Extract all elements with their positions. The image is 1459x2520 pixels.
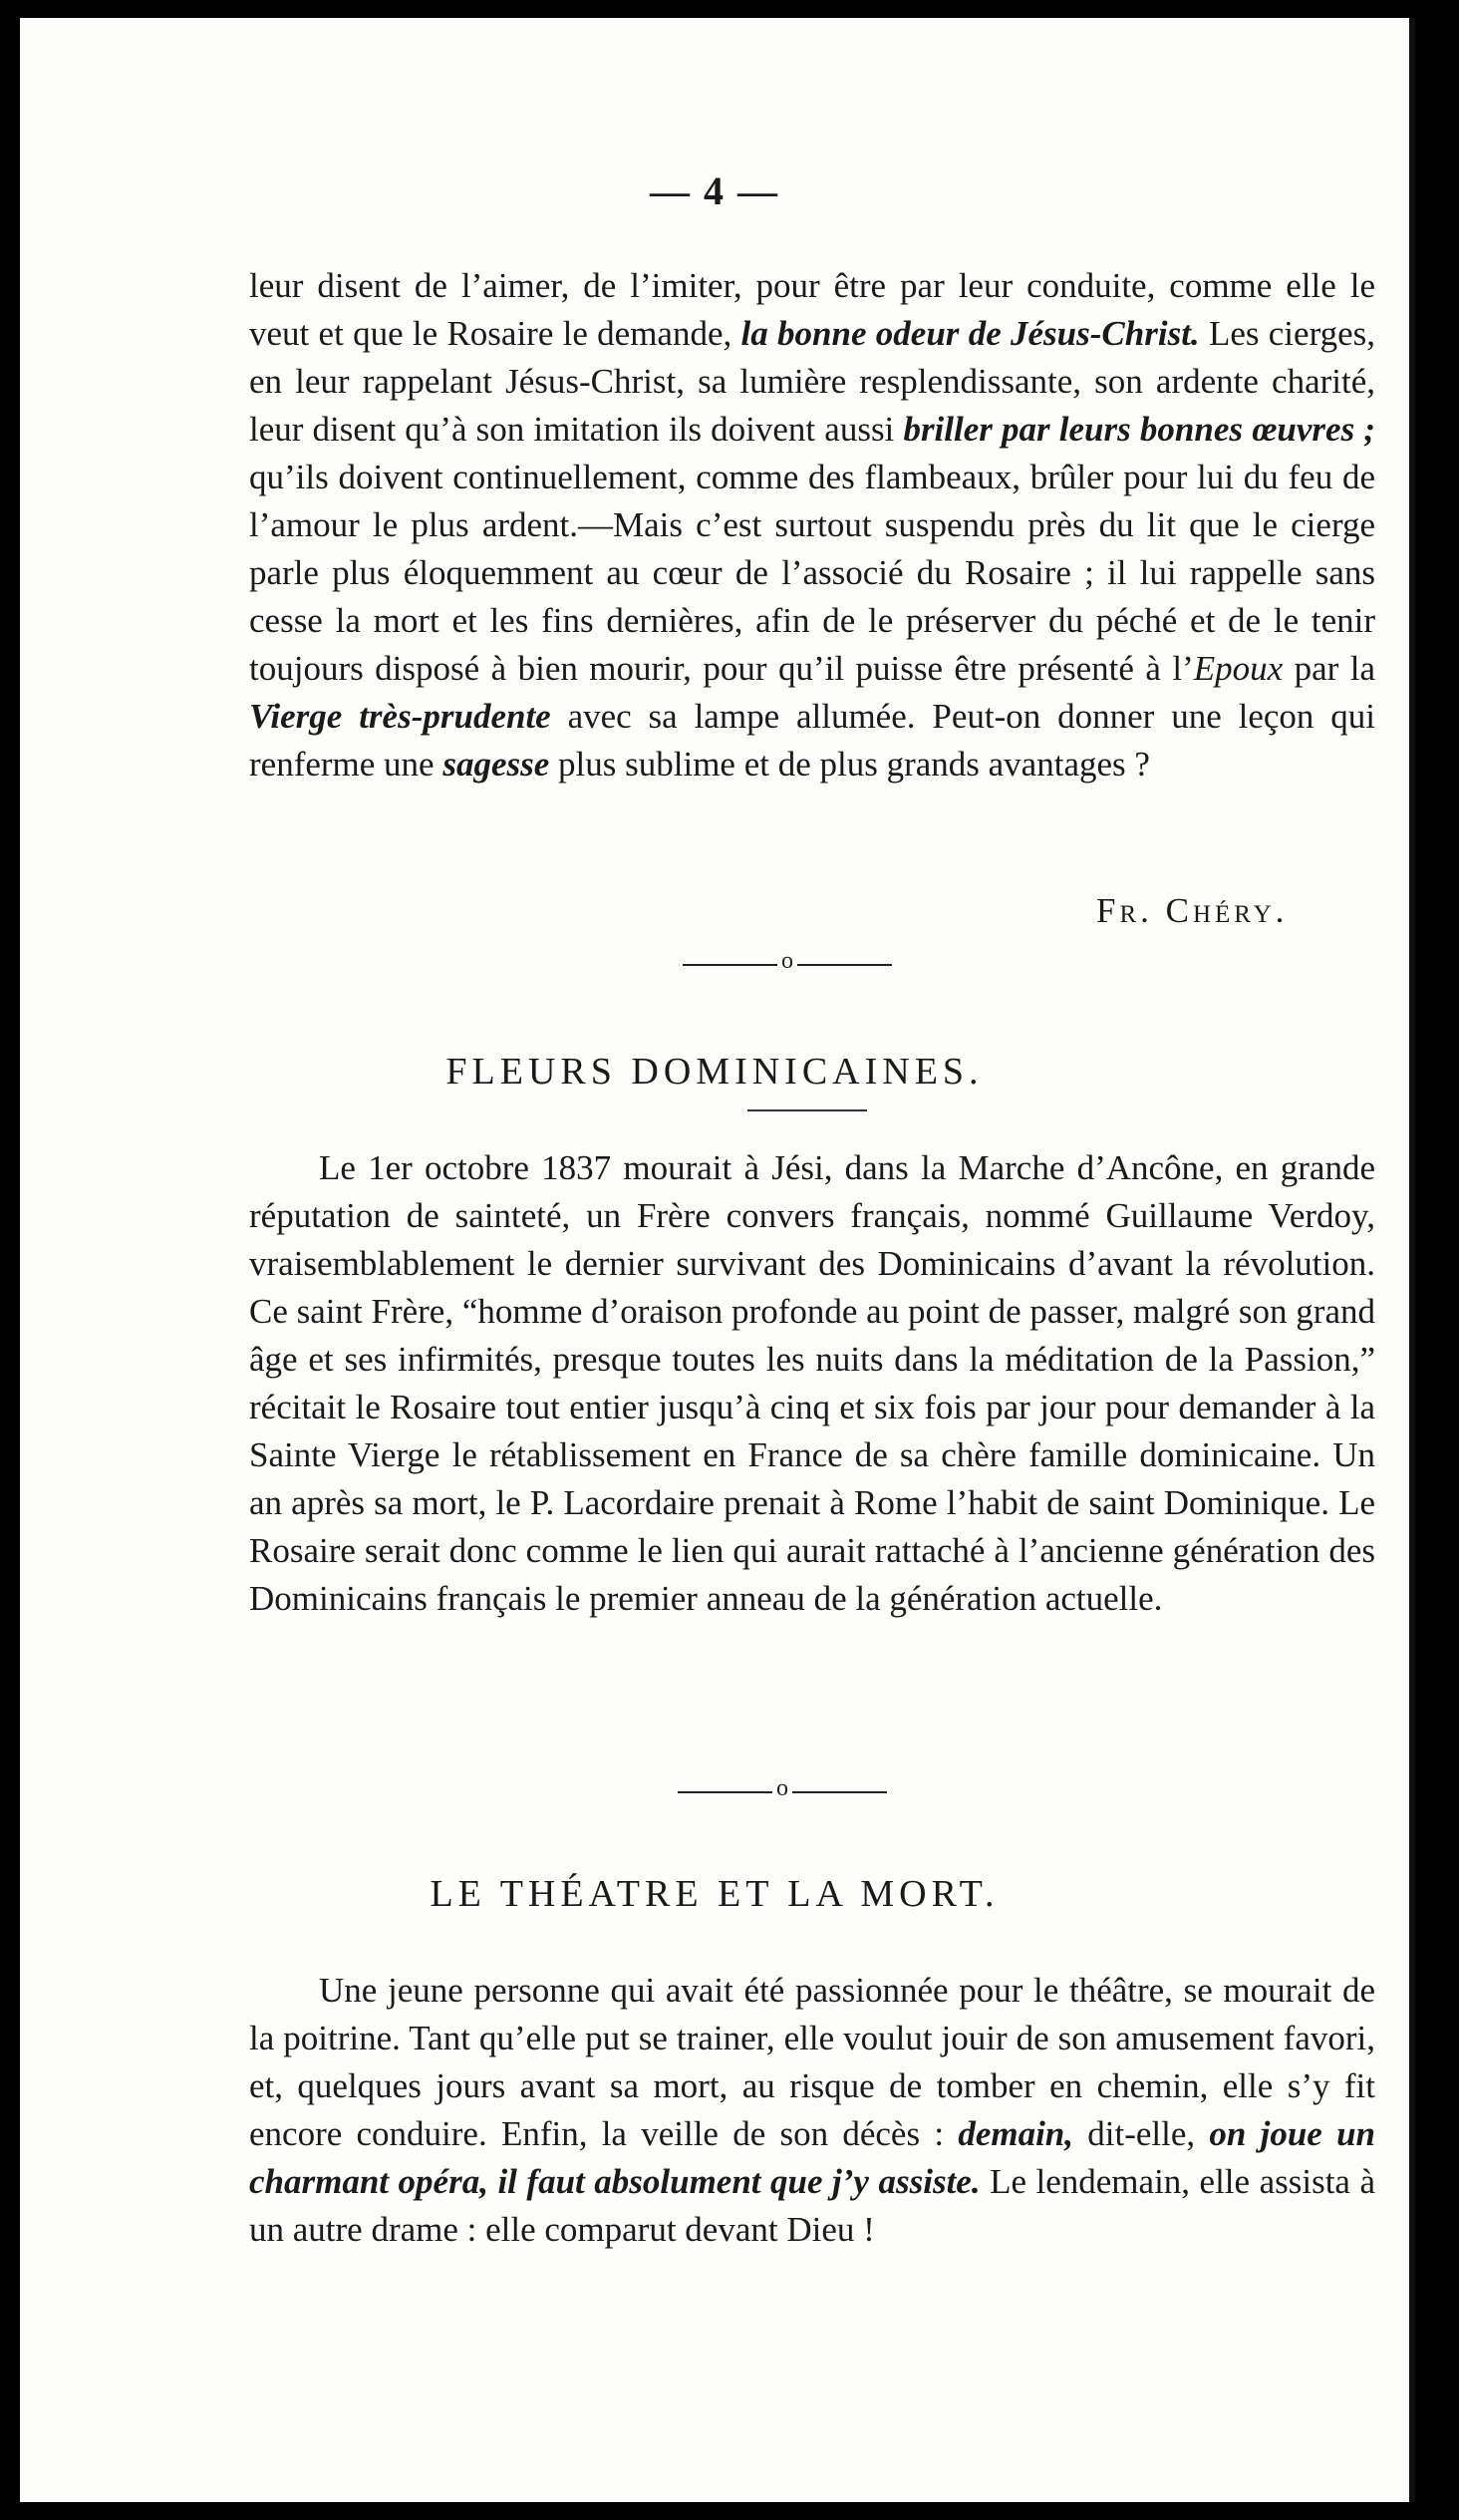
text-run: qu’ils doivent continuellement, comme des flambeaux, brûler pour lui du feu de l’amour le plus ardent.—Mais c’est surtout suspendu près du lit que le cierge parle plus éloquemment au cœur de l’associé du Rosaire ; il lui rappelle sans cesse la mort et les fins dernières, afin de le préserver du péché et de le tenir toujours disposé à bien mourir, pour qu’il puisse être présenté à l’: [249, 458, 1375, 688]
text-run: Les cierges, en leur rappelant Jésus-Christ, sa lumière resplendissante, son ardente charité, leur disent qu’à son imitation ils doivent aussi: [249, 314, 1375, 449]
separator-mark: o: [772, 1775, 792, 1802]
separator: [683, 950, 892, 980]
text-run: Le lendemain, elle assista à un autre drame : elle comparut devant Dieu !: [249, 2162, 1376, 2249]
italic-run: Epoux: [1193, 649, 1284, 688]
page: [20, 18, 1415, 2502]
separator: [678, 1777, 887, 1807]
paragraph-theatre: [249, 1967, 1375, 2254]
paragraph-fleurs-dominicaines: [249, 1144, 1375, 1623]
italic-run: sagesse: [442, 745, 550, 784]
page-number: — 4 —: [650, 168, 779, 213]
section-heading-theatre: LE THÉATRE ET LA MORT.: [430, 1873, 1000, 1915]
text-run: par la: [1283, 649, 1375, 688]
italic-run: la bonne odeur de Jésus-Christ.: [740, 314, 1200, 353]
text-run: dit-elle,: [1073, 2114, 1210, 2153]
separator-mark: o: [777, 948, 797, 975]
italic-run: on joue un charmant opéra, il faut absolument que j’y assiste.: [249, 2114, 1376, 2201]
paragraph-rosary-candles: [249, 262, 1375, 788]
signature: Fr. Chéry.: [1096, 891, 1289, 930]
text-run: leur disent de l’aimer, de l’imiter, pour être par leur conduite, comme elle le veut et que le Rosaire le demande,: [249, 266, 1375, 353]
section-heading-fleurs: FLEURS DOMINICAINES.: [445, 1051, 984, 1093]
text-run: Une jeune personne qui avait été passionnée pour le théâtre, se mourait de la poitrine. Tant qu’elle put se trainer, elle voulut jouir de son amusement favori, et, quelques jours avant sa mort, au risque de tomber en chemin, elle s’y fit encore conduire. Enfin, la veille de son décès :: [249, 1971, 1375, 2153]
body-text: Le 1er octobre 1837 mourait à Jési, dans la Marche d’Ancône, en grande réputation de sainteté, un Frère convers français, nommé Guillaume Verdoy, vraisemblablement le dernier survivant des Dominicains d’avant la révolution. Ce saint Frère, “homme d’oraison profonde au point de passer, malgré son grand âge et ses infirmités, presque toutes les nuits dans la méditation de la Passion,” récitait le Rosaire tout entier jusqu’à cinq et six fois par jour pour demander à la Sainte Vierge le rétablissement en France de sa chère famille dominicaine. Un an après sa mort, le P. Lacordaire prenait à Rome l’habit de saint Dominique. Le Rosaire serait donc comme le lien qui aurait rattaché à l’ancienne génération des Dominicains français le premier anneau de la génération actuelle.: [249, 1148, 1375, 1618]
italic-run: Vierge très-prudente: [249, 697, 551, 736]
italic-run: briller par leurs bonnes œuvres ;: [903, 410, 1375, 449]
italic-run: demain,: [958, 2114, 1074, 2153]
text-run: avec sa lampe allumée. Peut-on donner une leçon qui renferme une: [249, 697, 1375, 784]
text-run: plus sublime et de plus grands avantages ?: [549, 745, 1150, 784]
heading-rule: [747, 1109, 867, 1111]
